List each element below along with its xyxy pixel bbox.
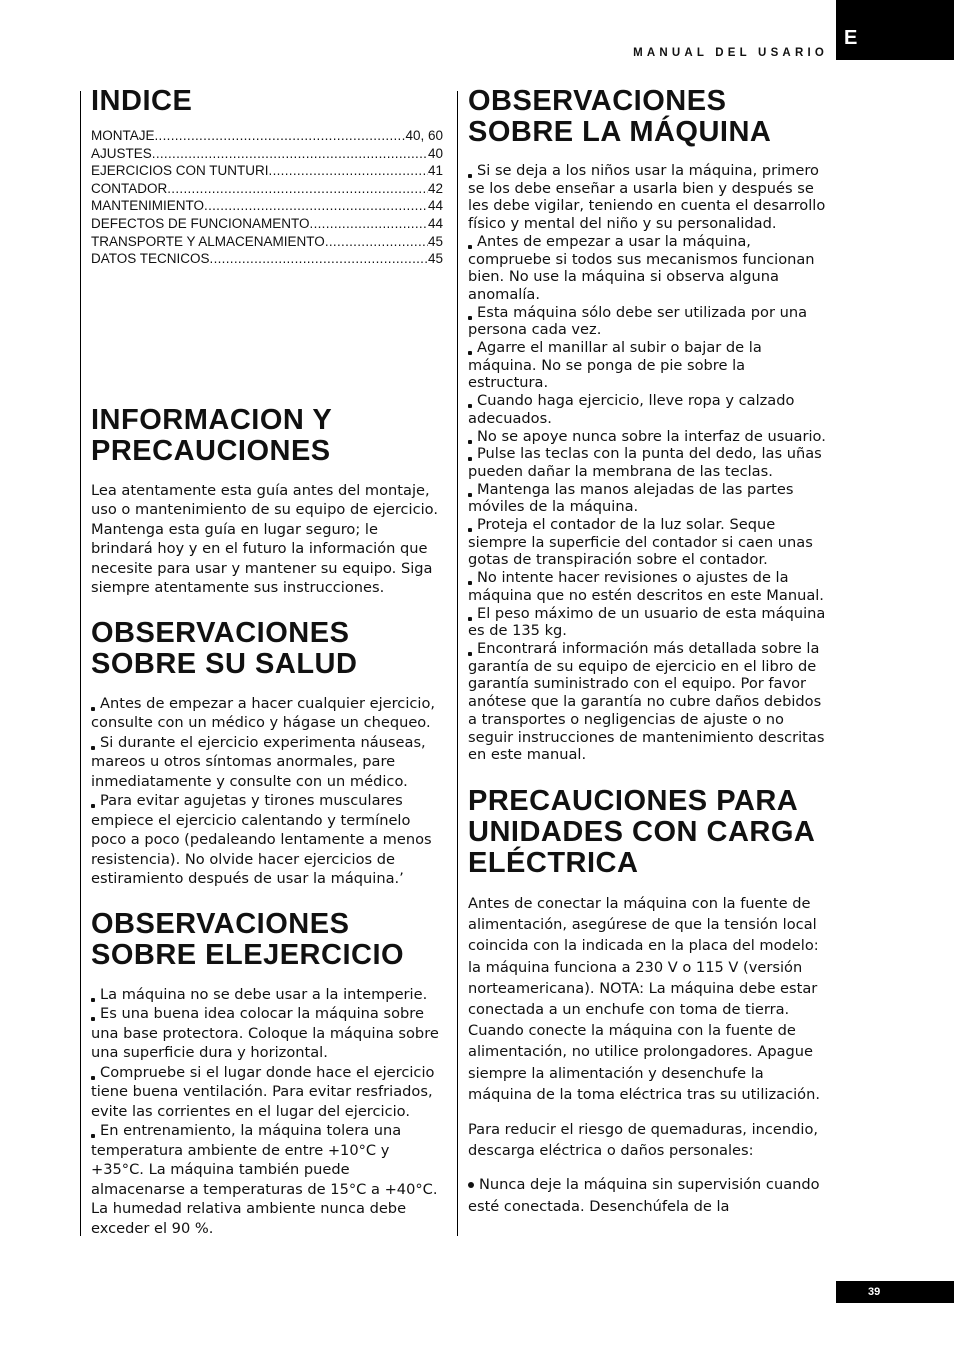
informacion-text: Lea atentamente esta guía antes del montaje, uso o mantenimiento de su equipo de ejercicio. Mantenga esta guía en lugar seguro; le brindará hoy y en el futuro la información que necesite para usar y mantener su equipo. Siga siempre atentamente sus instrucciones. (91, 481, 438, 597)
toc-page: 44 (427, 215, 443, 231)
list-item: En entrenamiento, la máquina tolera una temperatura ambiente de entre +10°C y +35°C. La máquina también puede almacenarse a temperaturas de 15°C a +40°C. La humedad relativa ambiente nunca debe exceder el 90 %. (91, 1122, 438, 1237)
toc-leader (167, 180, 428, 198)
bullet-icon (91, 1076, 95, 1080)
list-item: El peso máximo de un usuario de esta máquina es de 135 kg. (468, 604, 826, 640)
bullet-icon (468, 351, 472, 355)
electrica-heading: PRECAUCIONES PARA UNIDADES CON CARGA ELÉCTRICA (468, 784, 816, 879)
indice-heading: INDICE (91, 85, 193, 117)
bullet-icon (468, 245, 472, 249)
list-item: No se apoye nunca sobre la interfaz de usuario. (468, 428, 828, 446)
toc-entry[interactable] (91, 233, 443, 251)
toc-entry[interactable] (91, 215, 443, 233)
toc-label: CONTADOR (91, 180, 168, 196)
list-item: Para evitar agujetas y tirones musculares empiece el ejercicio calentando y termínelo poco a poco (pedaleando lentamente a menos resistencia). No olvide hacer ejercicios de estiramiento después de usar la máquina.’ (91, 792, 432, 888)
ejercicio-heading: OBSERVACIONES SOBRE ELEJERCICIO (91, 907, 405, 971)
toc-label: DATOS TECNICOS (91, 251, 210, 267)
informacion-heading: INFORMACION Y PRECAUCIONES (91, 403, 333, 467)
ejercicio-list (91, 985, 443, 1239)
toc-page: 40 (427, 145, 443, 161)
left-column (91, 86, 443, 1238)
list-item: Antes de empezar a usar la máquina, compruebe si todos sus mecanismos funcionan bien. No use la máquina si observa alguna anomalía. (468, 232, 815, 303)
salud-list (91, 694, 443, 889)
right-column (468, 86, 828, 1217)
bullet-icon (468, 493, 472, 497)
bullet-icon (468, 528, 472, 532)
list-item: Es una buena idea colocar la máquina sobre una base protectora. Coloque la máquina sobre una superficie dura y horizontal. (91, 1005, 439, 1062)
list-item: Si durante el ejercicio experimenta náuseas, mareos u otros síntomas anormales, pare inmediatamente y consulte con un médico. (91, 733, 426, 790)
electrica-risk-text: Para reducir el riesgo de quemaduras, incendio, descarga eléctrica o daños personales: (468, 1120, 819, 1160)
toc-leader (152, 145, 428, 163)
list-item: Antes de empezar a hacer cualquier ejercicio, consulte con un médico y hágase un chequeo. (91, 694, 436, 732)
bullet-icon (91, 746, 95, 750)
toc-entry[interactable] (91, 180, 443, 198)
right-column-rule (457, 91, 458, 1236)
toc-label: EJERCICIOS CON TUNTURI (91, 163, 269, 179)
language-code: E (844, 27, 858, 49)
maquina-list (468, 162, 828, 764)
list-item: Proteja el contador de la luz solar. Seque siempre la superficie del contador si caen unas gotas de transpiración sobre el contador. (468, 516, 813, 569)
toc-leader (155, 127, 406, 145)
bullet-icon (468, 1182, 474, 1188)
toc-leader (310, 215, 428, 233)
list-item: Si se deja a los niños usar la máquina, primero se los debe enseñar a usarla bien y después se les debe vigilar, teniendo en cuenta el desarrollo físico y mental del niño y su personalidad. (468, 162, 826, 233)
left-column-rule (80, 91, 81, 1236)
bullet-icon (468, 581, 472, 585)
toc-entry[interactable] (91, 250, 443, 268)
toc-leader (325, 233, 428, 251)
bullet-icon (91, 1134, 95, 1138)
toc-entry[interactable] (91, 145, 443, 163)
language-tab (836, 0, 954, 60)
list-item: Agarre el manillar al subir o bajar de la máquina. No se ponga de pie sobre la estructura. (468, 339, 762, 392)
list-item: Encontrará información más detallada sobre la garantía de su equipo de ejercicio en el libro de garantía suministrado con el equipo. Por favor anótese que la garantía no cubre daños debidos a transportes o negligencias de ajuste o no seguir instrucciones de mantenimiento descritas en este manual. (468, 639, 825, 764)
bullet-icon (468, 652, 472, 656)
toc-page: 40, 60 (405, 128, 443, 143)
toc-label: MONTAJE (91, 128, 155, 143)
list-item: Esta máquina sólo debe ser utilizada por una persona cada vez. (468, 303, 808, 339)
bullet-icon (468, 617, 472, 621)
bullet-icon (468, 457, 472, 461)
electrica-text: Antes de conectar la máquina con la fuente de alimentación, asegúrese de que la tensión local coincida con la indicada en la placa del modelo: la máquina funciona a 230 V o 115 V (versión norteamericana). NOTA: La máquina debe estar conectada a un enchufe con toma de tierra. Cuando conecte la máquina con la fuente de alimentación, no utilice prolongadores. Apague siempre la alimentación y desenchufe la máquina de la toma eléctrica tras su utilización. (468, 894, 820, 1103)
toc-page: 45 (427, 251, 443, 267)
toc-entry[interactable] (91, 162, 443, 180)
toc-page: 41 (427, 163, 443, 179)
toc-label: AJUSTES (91, 145, 152, 161)
toc-page: 42 (427, 180, 443, 196)
table-of-contents (91, 127, 443, 268)
list-item: Cuando haga ejercicio, lleve ropa y calzado adecuados. (468, 392, 795, 427)
manual-title: MANUAL DEL USARIO (633, 47, 828, 59)
list-item: Mantenga las manos alejadas de las partes móviles de la máquina. (468, 480, 794, 516)
toc-label: MANTENIMIENTO (91, 198, 205, 214)
bullet-icon (91, 707, 95, 711)
bullet-icon (468, 404, 472, 408)
bullet-icon (91, 998, 95, 1002)
page-number: 39 (836, 1281, 954, 1303)
list-item: La máquina no se debe usar a la intemperie. (91, 985, 443, 1005)
list-item: Nunca deje la máquina sin supervisión cuando esté conectada. Desenchúfela de la (468, 1176, 820, 1215)
bullet-icon (91, 1017, 95, 1021)
toc-label: DEFECTOS DE FUNCIONAMENTO (91, 215, 310, 231)
toc-label: TRANSPORTE Y ALMACENAMIENTO (91, 233, 325, 249)
toc-leader (204, 197, 428, 215)
toc-leader (269, 162, 428, 180)
bullet-icon (468, 316, 472, 320)
bullet-icon (468, 440, 472, 444)
toc-entry[interactable] (91, 197, 443, 215)
list-item: Pulse las teclas con la punta del dedo, las uñas pueden dañar la membrana de las teclas. (468, 445, 822, 480)
maquina-heading: OBSERVACIONES SOBRE LA MÁQUINA (468, 85, 772, 148)
toc-entry[interactable] (91, 127, 443, 145)
bullet-icon (468, 174, 472, 178)
list-item: No intente hacer revisiones o ajustes de la máquina que no estén descritos en este Manual. (468, 569, 824, 604)
bullet-icon (91, 804, 95, 808)
toc-page: 44 (427, 198, 443, 214)
salud-heading: OBSERVACIONES SOBRE SU SALUD (91, 616, 358, 680)
list-item: Compruebe si el lugar donde hace el ejercicio tiene buena ventilación. Para evitar resfriados, evite las corrientes en el lugar del ejercicio. (91, 1063, 435, 1120)
toc-page: 45 (427, 233, 443, 249)
toc-leader (210, 250, 428, 268)
